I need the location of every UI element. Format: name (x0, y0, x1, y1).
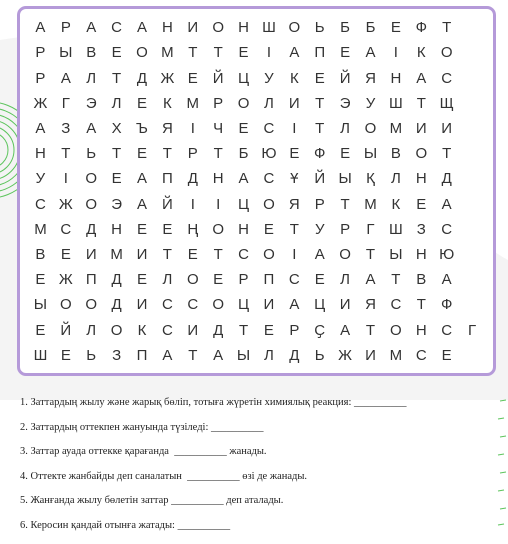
grid-letter: Т (238, 321, 249, 339)
grid-letter: О (288, 19, 301, 37)
grid-letter: Ф (440, 296, 453, 314)
grid-letter: С (187, 296, 199, 314)
grid-letter (460, 116, 485, 141)
grid-letter: Б (365, 19, 376, 37)
grid-letter: С (263, 170, 275, 188)
grid-letter: Т (315, 119, 325, 137)
grid-letter (460, 242, 485, 267)
grid-letter (460, 267, 485, 292)
grid-letter: Е (162, 220, 173, 238)
grid-letter: И (85, 246, 98, 264)
grid-letter: О (85, 296, 98, 314)
grid-letter: Ь (314, 19, 326, 37)
grid-letter: Е (390, 19, 402, 37)
grid-letter: А (441, 271, 453, 289)
grid-letter: Е (289, 145, 300, 163)
grid-letter: И (365, 346, 377, 364)
grid-letter: М (364, 195, 378, 213)
grid-letter: Г (467, 321, 477, 339)
grid-letter: С (415, 346, 428, 364)
grid-letter: Н (111, 220, 123, 238)
grid-letter: Б (340, 19, 351, 37)
grid-letter: Е (136, 271, 148, 289)
grid-letter: С (441, 321, 453, 339)
grid-letter: А (416, 69, 427, 87)
grid-letter: Я (161, 119, 174, 137)
grid-letter: Н (415, 321, 428, 339)
grid-letter: В (416, 271, 427, 289)
grid-letter: Н (238, 220, 250, 238)
grid-letter: А (86, 19, 97, 37)
grid-letter: С (238, 246, 250, 264)
grid-letter: Ж (338, 346, 353, 364)
grid-letter: Н (35, 145, 47, 163)
grid-letter: Р (340, 220, 351, 238)
grid-letter: К (289, 69, 300, 87)
grid-letter: О (263, 246, 276, 264)
grid-letter: Т (112, 145, 122, 163)
grid-letter: Е (136, 145, 148, 163)
grid-letter: А (441, 195, 453, 213)
grid-letter: В (390, 145, 402, 163)
grid-letter: А (60, 69, 72, 87)
grid-letter: Ы (389, 246, 404, 264)
grid-letter: П (314, 44, 326, 62)
grid-letter: О (390, 321, 403, 339)
grid-letter: С (111, 19, 123, 37)
question-2: 2. Заттардың оттекпен жануында түзіледі: __________ (20, 421, 264, 433)
grid-letter: Ф (415, 19, 428, 37)
grid-letter: Т (416, 94, 427, 112)
grid-letter: Д (289, 346, 300, 364)
grid-letter: А (365, 44, 376, 62)
grid-letter: Е (187, 246, 199, 264)
question-1: 1. Заттардың жылу және жарық бөліп, тотыға жүретін химиялық реакция: __________ (20, 397, 407, 408)
grid-letter: К (391, 195, 401, 213)
grid-letter: Ж (160, 69, 175, 87)
grid-letter: Е (314, 271, 326, 289)
grid-letter: К (137, 321, 147, 339)
grid-letter: С (263, 119, 275, 137)
grid-letter: Т (442, 145, 452, 163)
grid-letter: П (136, 346, 148, 364)
grid-letter: И (187, 19, 199, 37)
grid-letter: І (63, 170, 69, 188)
grid-letter: А (213, 346, 224, 364)
grid-letter: Р (213, 94, 224, 112)
grid-letter: С (441, 220, 453, 238)
grid-letter: А (238, 170, 250, 188)
grid-letter: Ч (213, 119, 224, 137)
grid-letter: Т (188, 44, 198, 62)
grid-letter: Т (213, 44, 224, 62)
grid-letter (460, 15, 485, 40)
grid-letter: Н (212, 170, 225, 188)
grid-letter: Е (136, 94, 148, 112)
question-list (20, 396, 498, 544)
grid-letter: Н (390, 69, 402, 87)
grid-letter: Қ (366, 170, 376, 188)
grid-letter: Л (340, 271, 351, 289)
grid-letter: Ң (187, 220, 199, 238)
grid-letter: С (161, 296, 174, 314)
grid-letter: О (415, 145, 428, 163)
grid-letter: Д (86, 220, 97, 238)
grid-letter: А (35, 119, 46, 137)
grid-letter: Я (288, 195, 301, 213)
grid-letter: П (85, 271, 98, 289)
grid-letter: Е (187, 69, 199, 87)
grid-letter: Ж (58, 271, 74, 289)
grid-letter: Р (289, 321, 300, 339)
grid-letter: О (186, 271, 200, 289)
grid-letter: М (389, 119, 403, 137)
grid-letter: О (59, 296, 73, 314)
grid-letter: Й (339, 69, 351, 87)
grid-letter: Я (365, 296, 377, 314)
grid-letter: К (416, 44, 427, 62)
word-search-grid (28, 15, 485, 368)
grid-letter: А (86, 119, 97, 137)
grid-letter: Л (264, 94, 275, 112)
grid-letter: И (263, 296, 275, 314)
grid-letter: О (85, 170, 98, 188)
grid-letter: Ш (262, 19, 277, 37)
grid-letter: И (136, 296, 148, 314)
grid-letter: Е (314, 69, 326, 87)
grid-letter: Т (315, 94, 325, 112)
grid-letter: И (441, 119, 453, 137)
grid-letter: Р (314, 195, 326, 213)
question-4: 4. Оттекте жанбайды деп саналатын __________ өзі де жанады. (20, 470, 308, 482)
grid-letter: М (161, 44, 175, 62)
grid-letter: Ф (314, 145, 326, 163)
grid-letter (460, 343, 485, 368)
word-search-frame (17, 6, 496, 376)
grid-letter: У (35, 170, 46, 188)
grid-letter: Л (264, 346, 275, 364)
grid-letter: О (212, 220, 225, 238)
grid-letter: О (85, 195, 98, 213)
grid-letter: Р (35, 44, 46, 62)
grid-letter (460, 166, 485, 191)
question-6: 6. Керосин қандай отынға жатады: __________ (20, 519, 231, 531)
grid-letter: И (415, 119, 428, 137)
grid-letter: Ж (58, 195, 74, 213)
grid-letter: Г (366, 220, 376, 238)
grid-letter: Т (442, 19, 452, 37)
grid-letter: Е (238, 119, 250, 137)
grid-letter: Ш (33, 346, 48, 364)
grid-letter: С (390, 296, 402, 314)
grid-letter: І (190, 195, 196, 213)
grid-letter: Е (60, 246, 72, 264)
grid-letter: О (440, 44, 453, 62)
grid-letter: Ы (363, 145, 378, 163)
grid-letter: Д (136, 69, 148, 87)
grid-letter: Е (238, 44, 250, 62)
grid-letter: С (441, 69, 453, 87)
grid-letter: І (266, 44, 272, 62)
grid-letter: Ц (314, 296, 326, 314)
grid-letter: Д (111, 271, 123, 289)
grid-letter: Л (111, 94, 123, 112)
grid-letter: Т (416, 296, 427, 314)
grid-letter: П (263, 271, 275, 289)
grid-letter: О (212, 296, 225, 314)
grid-letter: П (161, 170, 174, 188)
grid-letter: Л (340, 119, 351, 137)
grid-letter: К (163, 94, 173, 112)
grid-letter: Ю (261, 145, 278, 163)
grid-letter: Ъ (136, 119, 149, 137)
grid-letter: Л (86, 321, 97, 339)
grid-letter: О (339, 246, 352, 264)
grid-letter: Э (339, 94, 351, 112)
grid-letter: А (35, 19, 46, 37)
grid-letter: Е (136, 220, 148, 238)
grid-letter: Е (35, 271, 46, 289)
grid-letter: А (136, 195, 148, 213)
grid-letter: Й (314, 170, 326, 188)
grid-letter: Е (213, 271, 224, 289)
grid-letter: А (289, 296, 300, 314)
grid-letter: І (190, 119, 196, 137)
grid-letter: З (112, 346, 122, 364)
grid-letter: Т (213, 145, 224, 163)
grid-letter: Т (213, 246, 224, 264)
grid-letter: И (187, 321, 199, 339)
grid-letter: З (61, 119, 71, 137)
grid-letter: М (34, 220, 48, 238)
grid-letter: Т (112, 69, 122, 87)
grid-letter: Р (187, 145, 199, 163)
grid-letter: А (340, 321, 351, 339)
grid-letter: О (136, 44, 149, 62)
grid-letter: З (416, 220, 427, 238)
grid-letter: А (365, 271, 376, 289)
grid-letter: Н (238, 19, 250, 37)
grid-letter: У (365, 94, 376, 112)
grid-letter: Э (85, 94, 98, 112)
grid-letter (460, 292, 485, 317)
grid-letter: Т (162, 246, 173, 264)
grid-letter: У (314, 220, 325, 238)
grid-letter: Ь (314, 346, 326, 364)
grid-letter: Я (365, 69, 377, 87)
grid-letter: О (237, 94, 250, 112)
grid-letter: Л (390, 170, 402, 188)
grid-letter: Р (60, 19, 72, 37)
grid-letter: Ю (439, 246, 455, 264)
grid-letter: Т (188, 346, 198, 364)
grid-letter: Н (415, 170, 428, 188)
question-5: 5. Жанғанда жылу бөлетін заттар __________ деп аталады. (20, 495, 284, 507)
grid-letter: Т (365, 321, 376, 339)
grid-letter: В (86, 44, 97, 62)
grid-letter: Е (416, 195, 427, 213)
grid-letter: И (339, 296, 351, 314)
grid-letter: Т (162, 145, 173, 163)
grid-letter: И (288, 94, 301, 112)
grid-letter: Ц (238, 195, 250, 213)
grid-letter: О (364, 119, 377, 137)
grid-letter: Б (238, 145, 249, 163)
grid-letter: Е (263, 220, 275, 238)
grid-letter: Р (35, 69, 46, 87)
grid-letter: Ы (236, 346, 251, 364)
grid-letter: М (110, 246, 124, 264)
grid-letter: І (393, 44, 399, 62)
grid-letter (460, 65, 485, 90)
grid-letter: С (288, 271, 301, 289)
grid-letter: Ш (389, 220, 404, 238)
grid-letter: О (110, 321, 123, 339)
grid-letter: Е (340, 145, 351, 163)
grid-letter: Т (391, 271, 401, 289)
grid-letter: М (389, 346, 403, 364)
grid-letter: Ы (59, 44, 73, 62)
grid-letter: Д (111, 296, 123, 314)
grid-letter: Е (340, 44, 351, 62)
grid-letter: А (314, 246, 326, 264)
grid-letter: Й (60, 321, 72, 339)
grid-letter: Й (212, 69, 225, 87)
grid-letter: Ы (338, 170, 353, 188)
grid-letter: Д (213, 321, 224, 339)
grid-letter: И (136, 246, 148, 264)
grid-letter: Т (289, 220, 300, 238)
grid-letter: Ҫ (314, 321, 326, 339)
grid-letter: Л (162, 271, 173, 289)
grid-letter: Е (60, 346, 72, 364)
grid-letter: Ы (33, 296, 48, 314)
grid-letter: О (212, 19, 225, 37)
grid-letter: О (263, 195, 276, 213)
grid-letter: І (292, 119, 297, 137)
grid-letter: І (292, 246, 297, 264)
grid-letter: С (35, 195, 47, 213)
grid-letter (460, 40, 485, 65)
grid-letter: В (35, 246, 46, 264)
grid-letter: Д (187, 170, 199, 188)
grid-letter: Е (111, 170, 123, 188)
grid-letter: Т (61, 145, 71, 163)
grid-letter: Н (415, 246, 428, 264)
grid-letter: Е (111, 44, 123, 62)
grid-letter: А (162, 346, 173, 364)
grid-letter: Ц (238, 69, 250, 87)
grid-letter: Х (111, 119, 123, 137)
grid-letter: А (136, 170, 148, 188)
grid-letter: І (216, 195, 221, 213)
grid-letter: Л (86, 69, 97, 87)
grid-letter: Э (111, 195, 123, 213)
grid-letter: Т (365, 246, 376, 264)
grid-letter (460, 191, 485, 216)
grid-letter: А (289, 44, 300, 62)
question-3: 3. Заттар ауада оттекке қарағанда __________ жанады. (20, 446, 267, 458)
grid-letter: Н (161, 19, 174, 37)
grid-letter: Ұ (290, 170, 299, 188)
grid-letter: А (136, 19, 148, 37)
grid-letter: Ь (86, 346, 97, 364)
grid-letter: М (186, 94, 200, 112)
grid-letter: Ь (86, 145, 97, 163)
grid-letter: Г (61, 94, 71, 112)
grid-letter (460, 217, 485, 242)
grid-letter (460, 141, 485, 166)
grid-letter: Е (35, 321, 46, 339)
grid-letter: У (264, 69, 275, 87)
grid-letter: Й (161, 195, 174, 213)
grid-letter: Е (441, 346, 453, 364)
grid-letter: Ж (33, 94, 48, 112)
grid-letter: Е (263, 321, 275, 339)
grid-letter: С (161, 321, 174, 339)
grid-letter: Т (340, 195, 351, 213)
grid-letter: Р (238, 271, 250, 289)
grid-letter: Ш (389, 94, 404, 112)
grid-letter: Ц (238, 296, 250, 314)
grid-letter: Д (441, 170, 453, 188)
grid-letter: С (60, 220, 72, 238)
grid-letter: Щ (439, 94, 455, 112)
grid-letter (460, 91, 485, 116)
